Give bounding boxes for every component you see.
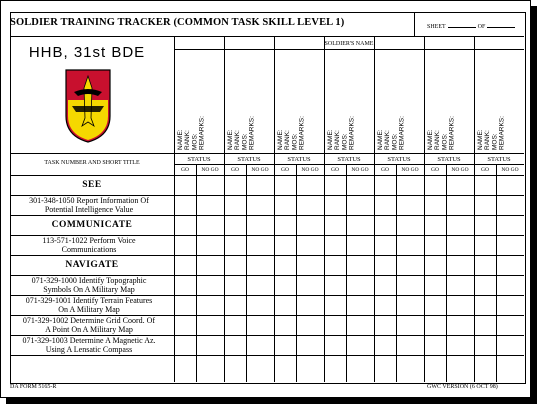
form-title: SOLDIER TRAINING TRACKER (COMMON TASK SKILL LEVEL 1) (10, 17, 345, 28)
status-label: STATUS (287, 156, 311, 163)
status-label: STATUS (487, 156, 511, 163)
task-line-2: A Point On A Military Map (45, 325, 133, 334)
task-line-2: Potential Intelligence Value (44, 205, 134, 214)
nogo-label: NO GO (501, 167, 519, 173)
go-nogo-divider (396, 164, 397, 382)
go-label: GO (431, 167, 439, 173)
task-title (14, 316, 164, 334)
sheet-label: SHEET (427, 24, 446, 30)
soldier-column-divider (474, 36, 475, 382)
task-line-2: Communications (61, 245, 117, 254)
row-line (10, 255, 524, 256)
go-nogo-divider (346, 164, 347, 382)
soldier-column-divider (224, 36, 225, 382)
soldier-fields[interactable]: NAME: RANK: MOS: REMARKS: (177, 116, 206, 150)
status-mid-line (174, 164, 524, 165)
unit-emblem (64, 66, 112, 144)
of-blank[interactable] (487, 27, 515, 28)
sheet-blank[interactable] (448, 27, 476, 28)
task-line-1: 071-329-1003 Determine A Magnetic Az. (22, 336, 156, 345)
task-line-1: 071-329-1001 Identify Terrain Features (25, 296, 153, 305)
go-label: GO (381, 167, 389, 173)
task-title (14, 296, 164, 314)
task-title (14, 196, 164, 214)
nogo-label: NO GO (251, 167, 269, 173)
status-top-line (10, 153, 524, 154)
task-line-1: 113-571-1022 Perform Voice (42, 236, 136, 245)
task-line-1: 301-348-1050 Report Information Of (29, 196, 149, 205)
task-title (14, 236, 164, 254)
soldier-fields[interactable]: NAME: RANK: MOS: REMARKS: (227, 116, 256, 150)
status-label: STATUS (187, 156, 211, 163)
form-number: DA FORM 5165-R (10, 384, 57, 390)
task-line-2: Symbols On A Military Map (43, 285, 135, 294)
go-label: GO (231, 167, 239, 173)
section-heading: SEE (82, 180, 102, 190)
status-label: STATUS (387, 156, 411, 163)
task-column-divider (174, 36, 175, 382)
status-bottom-line (10, 175, 524, 176)
go-nogo-divider (296, 164, 297, 382)
soldier-column-divider (324, 36, 325, 382)
nogo-label: NO GO (301, 167, 319, 173)
soldier-header-line (174, 49, 524, 50)
task-line-1: 071-329-1002 Determine Grid Coord. Of (22, 316, 156, 325)
task-header: TASK NUMBER AND SHORT TITLE (44, 160, 140, 166)
section-heading: COMMUNICATE (51, 220, 133, 230)
emblem-band (72, 106, 104, 112)
row-line (10, 355, 524, 356)
sheet-number (427, 24, 517, 30)
unit-name: HHB, 31st BDE (28, 44, 146, 61)
nogo-label: NO GO (401, 167, 419, 173)
task-title (14, 276, 164, 294)
status-label: STATUS (437, 156, 461, 163)
soldier-column-divider (274, 36, 275, 382)
soldier-column-divider (374, 36, 375, 382)
task-line-2: Using A Lensatic Compass (45, 345, 133, 354)
of-label: OF (477, 24, 486, 30)
task-line-1: 071-329-1000 Identify Topographic (31, 276, 147, 285)
soldier-fields[interactable]: NAME: RANK: MOS: REMARKS: (377, 116, 406, 150)
soldier-name-header: SOLDIER'S NAME (324, 41, 374, 47)
go-nogo-divider (246, 164, 247, 382)
status-label: STATUS (237, 156, 261, 163)
go-label: GO (481, 167, 489, 173)
go-label: GO (281, 167, 289, 173)
nogo-label: NO GO (201, 167, 219, 173)
soldier-fields[interactable]: NAME: RANK: MOS: REMARKS: (327, 116, 356, 150)
soldier-fields[interactable]: NAME: RANK: MOS: REMARKS: (477, 116, 506, 150)
go-nogo-divider (446, 164, 447, 382)
go-label: GO (181, 167, 189, 173)
status-label: STATUS (337, 156, 361, 163)
sheet-divider (414, 12, 415, 36)
row-line (10, 215, 524, 216)
go-nogo-divider (196, 164, 197, 382)
go-nogo-divider (496, 164, 497, 382)
task-line-2: On A Military Map (58, 305, 120, 314)
header-divider (10, 36, 524, 37)
soldier-column-divider (424, 36, 425, 382)
task-title (14, 336, 164, 354)
soldier-fields[interactable]: NAME: RANK: MOS: REMARKS: (427, 116, 456, 150)
nogo-label: NO GO (351, 167, 369, 173)
form-version: GWC VERSION (6 OCT 98) (427, 384, 498, 390)
go-label: GO (331, 167, 339, 173)
soldier-fields[interactable]: NAME: RANK: MOS: REMARKS: (277, 116, 306, 150)
section-heading: NAVIGATE (65, 260, 119, 270)
nogo-label: NO GO (451, 167, 469, 173)
